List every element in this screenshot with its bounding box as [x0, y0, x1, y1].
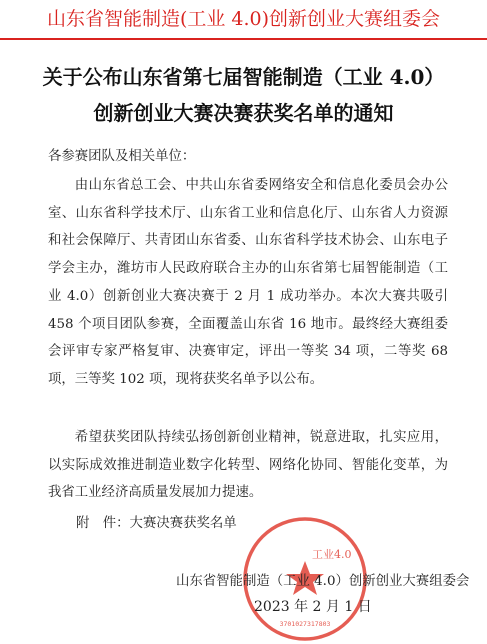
- signature-organization: 山东省智能制造（工业 4.0）创新创业大赛组委会: [176, 574, 470, 589]
- document-title-line-1: 关于公布山东省第七届智能制造（工业 4.0）: [42, 65, 445, 89]
- addressee: 各参赛团队及相关单位：: [48, 149, 196, 164]
- letterhead-title: 山东省智能制造(工业 4.0)创新创业大赛组委会: [46, 8, 441, 30]
- document-title-line-2: 创新创业大赛决赛获奖名单的通知: [93, 101, 394, 125]
- body-paragraph-2: 希望获奖团队持续弘扬创新创业精神，锐意进取，扎实应用，以实际成效推进制造业数字化转型、网络化协同、智能化变革，为我省工业经济高质量发展加力提速。: [48, 430, 448, 501]
- letterhead-rule: [0, 38, 487, 40]
- seal-serial: 3701027317803: [279, 620, 331, 628]
- body-paragraph-1: 由山东省总工会、中共山东省委网络安全和信息化委员会办公室、山东省科学技术厅、山东省工业和信息化厅、山东省人力资源和社会保障厅、共青团山东省委、山东省科学技术协会、山东电子学会主办，潍坊市人民政府联合主办的山东省第七届智能制造（工业 4.0）创新创业大赛决赛于 2 月 1 成功举办。本次大赛共吸引 458 个项目团队参赛，全面覆盖山东省 16 地市。最终经大赛组委会评审专家严格复审、决赛审定，评出一等奖 34 项，二等奖 68 项，三等奖 102 项，现将获奖名单予以公布。: [48, 178, 448, 387]
- signature-date: 2023 年 2 月 1 日: [254, 599, 372, 615]
- attachment-note: 附 件：大赛决赛获奖名单: [76, 516, 237, 531]
- seal-inner-text: 工业4.0: [312, 548, 352, 561]
